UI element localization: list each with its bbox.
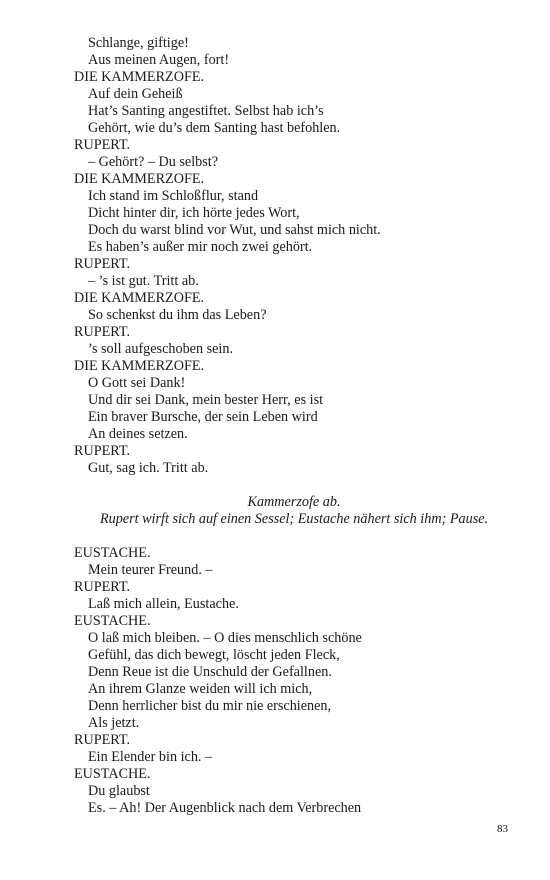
verse-line: O Gott sei Dank! [88,375,186,391]
speaker-name: RUPERT. [74,324,131,340]
verse-line: So schenkst du ihm das Leben? [88,307,267,323]
verse-line: O laß mich bleiben. – O dies menschlich schöne [88,630,362,646]
page-number: 83 [497,823,508,835]
verse-line: – ’s ist gut. Tritt ab. [88,273,199,289]
speaker-name: RUPERT. [74,443,131,459]
verse-line: Hat’s Santing angestiftet. Selbst hab ich’s [88,103,324,119]
section-gap [74,528,514,545]
speaker-name: DIE KAMMERZOFE. [74,69,205,85]
verse-line: Denn Reue ist die Unschuld der Gefallnen. [88,664,332,680]
speaker-name: EUSTACHE. [74,766,151,782]
speaker-name: RUPERT. [74,137,131,153]
verse-line: Denn herrlicher bist du mir nie erschienen, [88,698,332,714]
stage-direction: Kammerzofe ab. [247,494,341,510]
play-text-page [74,35,514,817]
verse-line: Schlange, giftige! [88,35,189,51]
speaker-name: RUPERT. [74,732,131,748]
verse-line: An ihrem Glanze weiden will ich mich, [88,681,313,697]
verse-line: Auf dein Geheiß [88,86,183,102]
verse-line: Aus meinen Augen, fort! [88,52,230,68]
dialogue-block-1 [74,35,514,477]
verse-line: Es haben’s außer mir noch zwei gehört. [88,239,313,255]
verse-line: Doch du warst blind vor Wut, und sahst mich nicht. [88,222,381,238]
verse-line: Und dir sei Dank, mein bester Herr, es ist [88,392,324,408]
verse-line: Dicht hinter dir, ich hörte jedes Wort, [88,205,300,221]
verse-line: Laß mich allein, Eustache. [88,596,239,612]
verse-line: An deines setzen. [88,426,188,442]
dialogue-block-2 [74,545,514,817]
verse-line: ’s soll aufgeschoben sein. [88,341,233,357]
stage-direction: Rupert wirft sich auf einen Sessel; Eustache nähert sich ihm; Pause. [99,511,489,527]
speaker-name: DIE KAMMERZOFE. [74,358,205,374]
speaker-name: DIE KAMMERZOFE. [74,171,205,187]
stage-directions [74,494,514,528]
speaker-name: RUPERT. [74,579,131,595]
verse-line: Gefühl, das dich bewegt, löscht jeden Fleck, [88,647,340,663]
verse-line: Du glaubst [88,783,150,799]
speaker-name: DIE KAMMERZOFE. [74,290,205,306]
section-gap [74,477,514,494]
verse-line: Gut, sag ich. Tritt ab. [88,460,209,476]
verse-line: Ein braver Bursche, der sein Leben wird [88,409,318,425]
speaker-name: EUSTACHE. [74,613,151,629]
verse-line: Mein teurer Freund. – [88,562,213,578]
verse-line: Es. – Ah! Der Augenblick nach dem Verbrechen [88,800,362,816]
verse-line: Ich stand im Schloßflur, stand [88,188,259,204]
verse-line: Als jetzt. [88,715,140,731]
speaker-name: EUSTACHE. [74,545,151,561]
verse-line: Ein Elender bin ich. – [88,749,213,765]
speaker-name: RUPERT. [74,256,131,272]
verse-line: Gehört, wie du’s dem Santing hast befohlen. [88,120,341,136]
verse-line: – Gehört? – Du selbst? [88,154,219,170]
